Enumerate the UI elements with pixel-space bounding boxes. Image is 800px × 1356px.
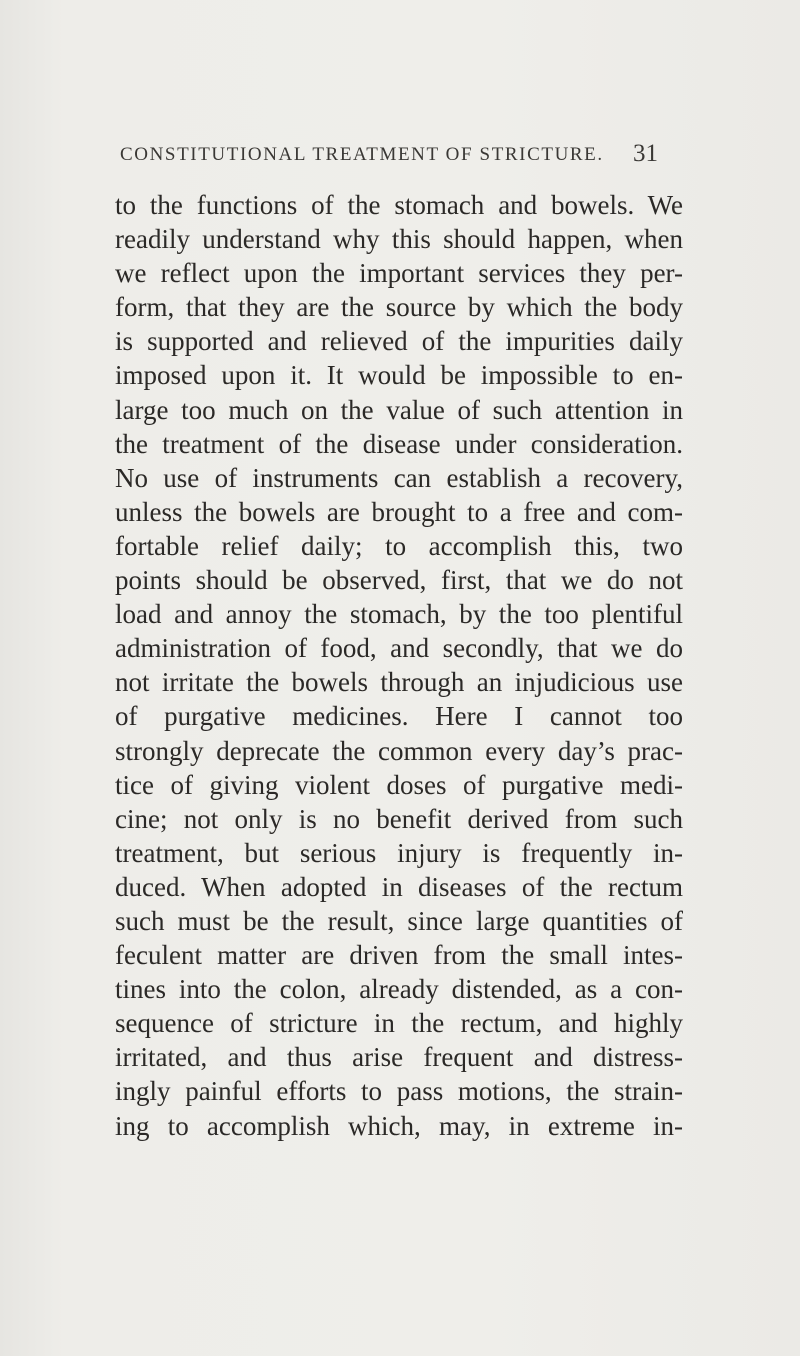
text-line: form, that they are the source by which the body xyxy=(115,292,683,323)
text-line: imposed upon it. It would be impossible to en- xyxy=(115,360,683,391)
text-line: irritated, and thus arise frequent and distress- xyxy=(115,1042,683,1073)
text-line: No use of instruments can establish a recovery, xyxy=(115,462,683,493)
text-line: duced. When adopted in diseases of the rectum xyxy=(115,871,683,902)
text-line: strongly deprecate the common every day’s prac- xyxy=(115,735,683,766)
text-line: tines into the colon, already distended, as a con- xyxy=(115,974,683,1005)
text-line: tice of giving violent doses of purgative medi- xyxy=(115,769,683,800)
running-title: CONSTITUTIONAL TREATMENT OF STRICTURE. xyxy=(120,144,604,165)
text-line: large too much on the value of such attention in xyxy=(115,394,683,425)
text-line: ing to accomplish which, may, in extreme in- xyxy=(115,1110,683,1141)
running-head xyxy=(120,140,680,172)
text-line: ingly painful efforts to pass motions, the strain- xyxy=(115,1076,683,1107)
text-line: treatment, but serious injury is frequently in- xyxy=(115,837,683,868)
text-line: feculent matter are driven from the small intes- xyxy=(115,940,683,971)
text-line: readily understand why this should happen, when xyxy=(115,224,683,255)
text-line: is supported and relieved of the impurities daily xyxy=(115,326,683,357)
text-line: we reflect upon the important services they per- xyxy=(115,258,683,289)
body-text xyxy=(115,188,683,1143)
text-line: unless the bowels are brought to a free and com- xyxy=(115,496,683,527)
text-line: such must be the result, since large quantities of xyxy=(115,905,683,936)
text-line: of purgative medicines. Here I cannot too xyxy=(115,701,683,732)
text-line: points should be observed, first, that we do not xyxy=(115,565,683,596)
page-number: 31 xyxy=(633,140,658,167)
text-line: cine; not only is no benefit derived from such xyxy=(115,803,683,834)
text-line: sequence of stricture in the rectum, and highly xyxy=(115,1008,683,1039)
text-line: not irritate the bowels through an injudicious use xyxy=(115,667,683,698)
text-line: fortable relief daily; to accomplish this, two xyxy=(115,530,683,561)
text-line: administration of food, and secondly, that we do xyxy=(115,633,683,664)
text-line: the treatment of the disease under consideration. xyxy=(115,428,683,459)
text-line: load and annoy the stomach, by the too plentiful xyxy=(115,599,683,630)
text-line: to the functions of the stomach and bowels. We xyxy=(115,190,683,220)
